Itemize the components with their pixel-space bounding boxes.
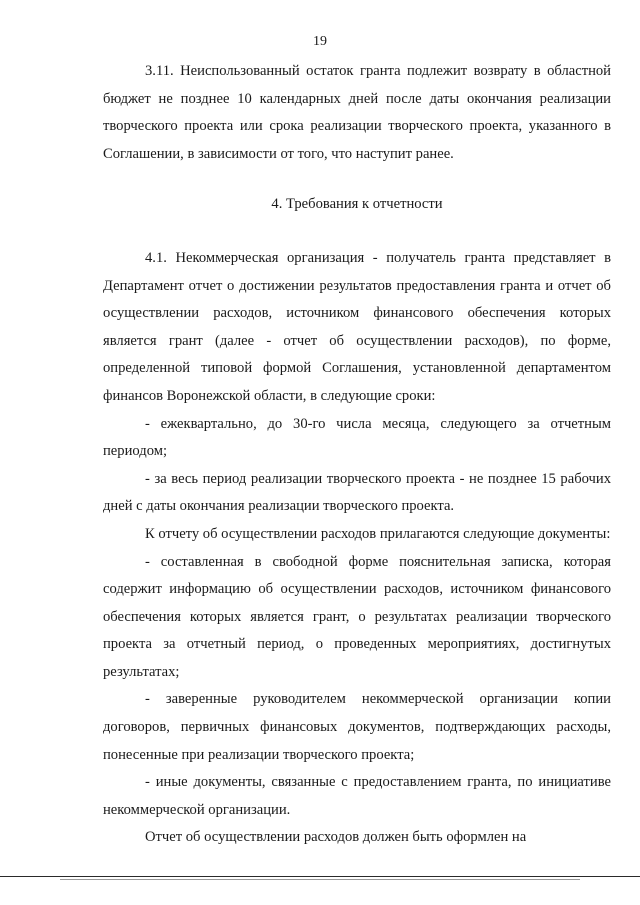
page-number: 19 <box>313 34 327 49</box>
paragraph-report-format: Отчет об осуществлении расходов должен быть оформлен на <box>145 829 527 846</box>
list-item-full-period-deadline: - за весь период реализации творческого проекта - не позднее 15 рабочих дней с даты окончания реализации творческого проекта. <box>103 470 611 515</box>
list-item-other-documents: - иные документы, связанные с предоставлением гранта, по инициативе некоммерческой организации. <box>103 774 611 818</box>
page-bottom-border-secondary <box>60 879 580 880</box>
list-item-explanatory-note: - составленная в свободной форме пояснительная записка, которая содержит информацию об осуществлении расходов, источником финансового обеспечения которых является грант, о результатах реализации творческого проекта за отчетный период, о проведенных мероприятиях, достигнутых результатах; <box>103 553 611 680</box>
paragraph-attachments-intro: К отчету об осуществлении расходов прилагаются следующие документы: <box>145 525 611 542</box>
document-body <box>103 58 611 852</box>
page-bottom-border <box>0 876 640 877</box>
paragraph-4-1: 4.1. Некоммерческая организация - получатель гранта представляет в Департамент отчет о достижении результатов предоставления гранта и отчет об осуществлении расходов, источником финансового обеспечения которых является грант (далее - отчет об осуществлении расходов), по форме, определенной типовой формой Соглашения, установленной департаментом финансов Воронежской области, в следующие сроки: <box>103 249 611 404</box>
paragraph-3-11: 3.11. Неиспользованный остаток гранта подлежит возврату в областной бюджет не позднее 10 календарных дней после даты окончания реализации творческого проекта или срока реализации творческого проекта, указанного в Соглашении, в зависимости от того, что наступит ранее. <box>103 63 611 162</box>
list-item-certified-copies: - заверенные руководителем некоммерческой организации копии договоров, первичных финансовых документов, подтверждающих расходы, понесенные при реализации творческого проекта; <box>103 691 611 763</box>
list-item-quarterly-deadline: - ежеквартально, до 30-го числа месяца, следующего за отчетным периодом; <box>103 415 611 460</box>
section-heading-reporting: 4. Требования к отчетности <box>271 196 443 213</box>
